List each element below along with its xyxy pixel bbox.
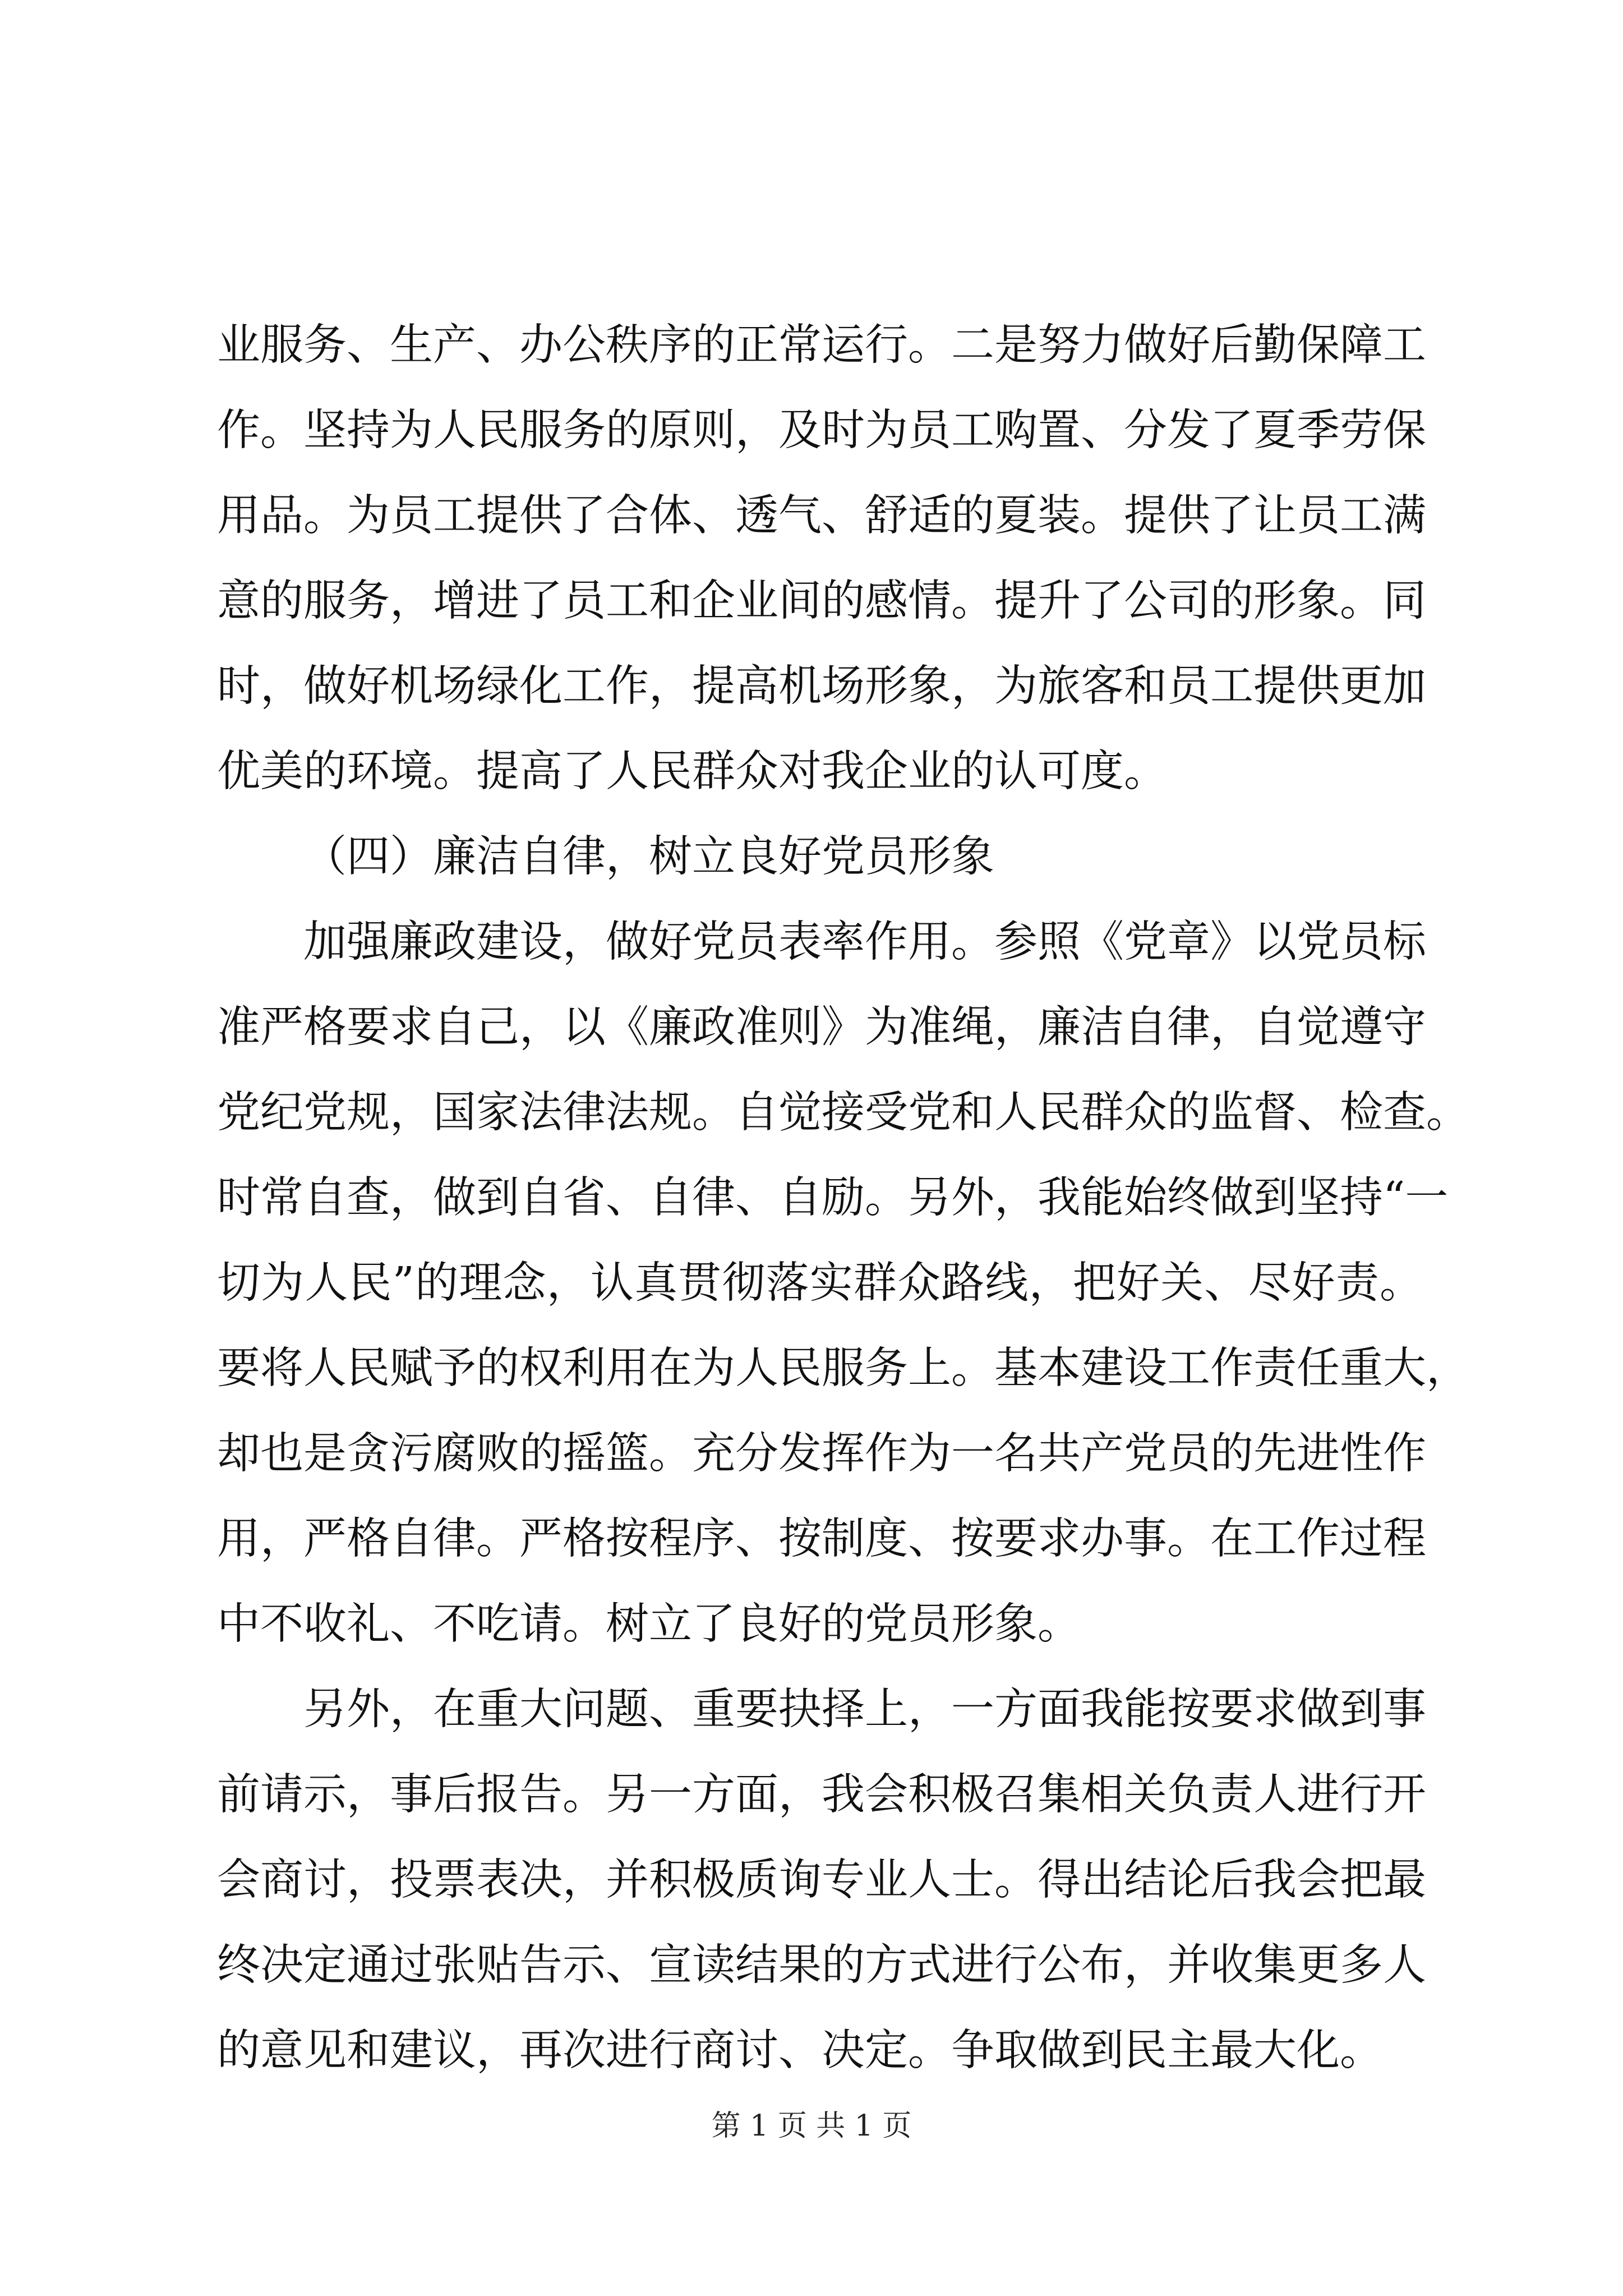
text-line: 意的服务，增进了员工和企业间的感情。提升了公司的形象。同 bbox=[217, 576, 1426, 626]
text-line: 会商讨，投票表决，并积极质询专业人士。得出结论后我会把最 bbox=[217, 1855, 1426, 1905]
text-line: 时，做好机场绿化工作，提高机场形象，为旅客和员工提供更加 bbox=[217, 661, 1426, 711]
text-line: 前请示，事后报告。另一方面，我会积极召集相关负责人进行开 bbox=[217, 1770, 1426, 1820]
text-line: 优美的环境。提高了人民群众对我企业的认可度。 bbox=[217, 747, 1167, 797]
text-line: 却也是贪污腐败的摇篮。充分发挥作为一名共产党员的先进性作 bbox=[217, 1429, 1426, 1479]
text-line: 的意见和建议，再次进行商讨、决定。争取做到民主最大化。 bbox=[217, 2026, 1383, 2076]
section-heading: （四）廉洁自律，树立良好党员形象 bbox=[303, 832, 994, 882]
text-line: 用，严格自律。严格按程序、按制度、按要求办事。在工作过程 bbox=[217, 1514, 1426, 1564]
text-line: 党纪党规，国家法律法规。自觉接受党和人民群众的监督、检查。 bbox=[217, 1088, 1469, 1138]
text-line: 时常自查，做到自省、自律、自励。另外，我能始终做到坚持“一 bbox=[217, 1173, 1449, 1223]
text-line: 用品。为员工提供了合体、透气、舒适的夏装。提供了让员工满 bbox=[217, 491, 1426, 541]
text-line: 业服务、生产、办公秩序的正常运行。二是努力做好后勤保障工 bbox=[217, 320, 1426, 370]
text-line: 作。坚持为人民服务的原则，及时为员工购置、分发了夏季劳保 bbox=[217, 406, 1426, 455]
text-line: 准严格要求自己，以《廉政准则》为准绳，廉洁自律，自觉遵守 bbox=[217, 1002, 1426, 1052]
text-line: 终决定通过张贴告示、宣读结果的方式进行公布，并收集更多人 bbox=[217, 1940, 1426, 1990]
document-body bbox=[217, 303, 1469, 2093]
page-number-footer: 第 1 页 共 1 页 bbox=[711, 2109, 912, 2143]
text-line: 切为人民”的理念，认真贯彻落实群众路线，把好关、尽好责。 bbox=[217, 1258, 1423, 1308]
text-line: 要将人民赋予的权利用在为人民服务上。基本建设工作责任重大， bbox=[217, 1343, 1469, 1393]
text-line: 加强廉政建设，做好党员表率作用。参照《党章》以党员标 bbox=[303, 917, 1426, 967]
text-line: 中不收礼、不吃请。树立了良好的党员形象。 bbox=[217, 1599, 1081, 1649]
text-line: 另外，在重大问题、重要抉择上，一方面我能按要求做到事 bbox=[303, 1685, 1426, 1734]
